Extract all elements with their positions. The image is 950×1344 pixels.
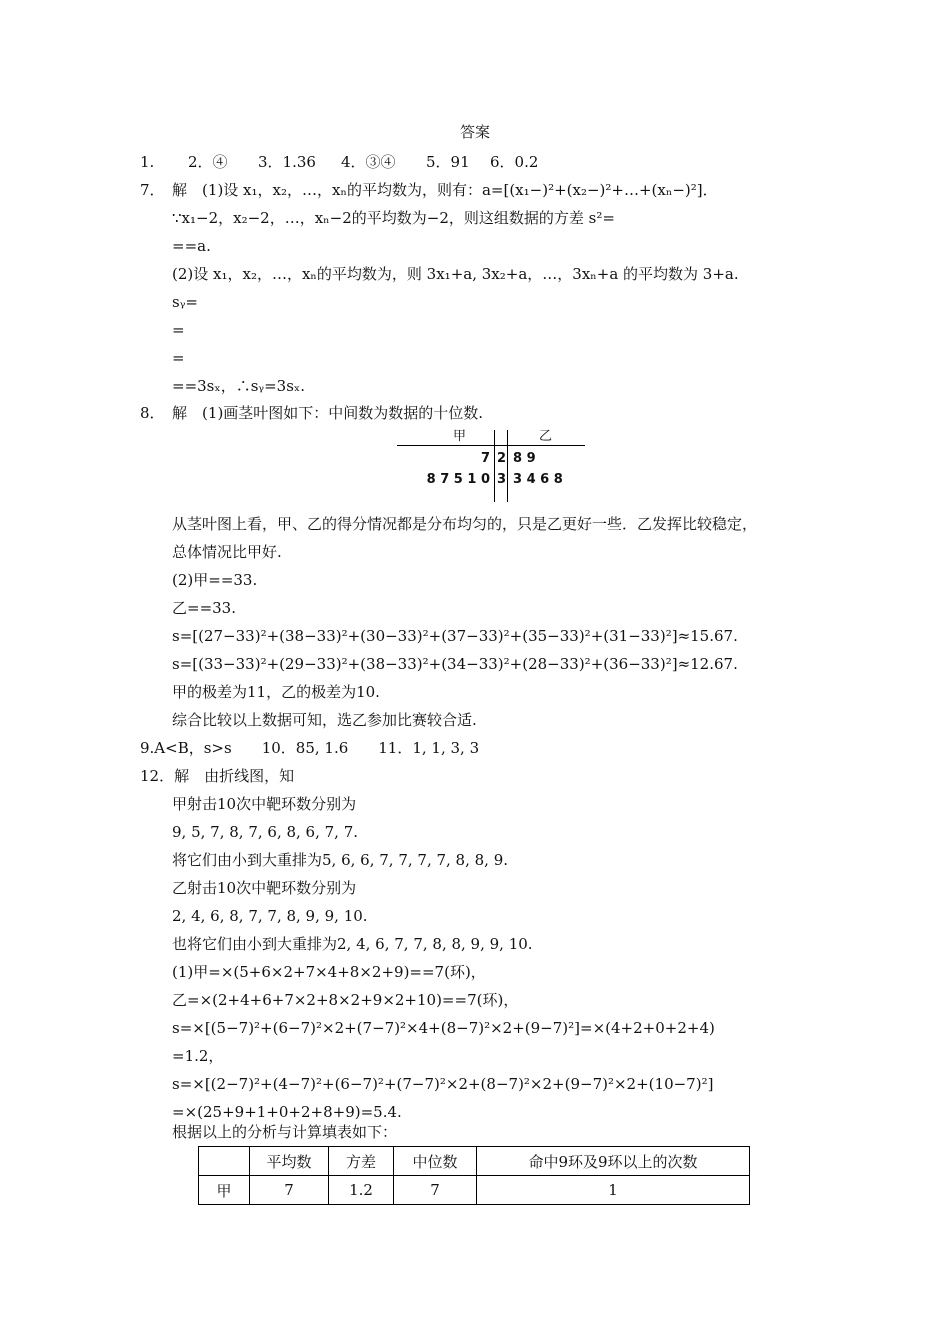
page-title: 答案	[459, 123, 490, 141]
stem-leaf-row1-left: 7	[480, 451, 490, 466]
q12-line-4: 将它们由小到大重排为5, 6, 6, 7, 7, 7, 7, 8, 8, 9.	[172, 851, 509, 869]
q8-line-8: 甲的极差为11，乙的极差为10.	[172, 683, 380, 701]
q8-line-4: (2)甲==33.	[172, 571, 258, 589]
answer-1: 1.	[140, 153, 155, 171]
q8-line-7: s=[(33−33)²+(29−33)²+(38−33)²+(34−33)²+(28−33)²+(36−33)²]≈12.67.	[172, 655, 738, 673]
q7-line-8: ==3sₓ，∴sᵧ=3sₓ.	[172, 377, 306, 395]
q12-line-2: 甲射击10次中靶环数分别为	[172, 795, 357, 813]
q12-line-6: 2, 4, 6, 8, 7, 7, 8, 9, 9, 10.	[172, 907, 368, 925]
q12-line-3: 9, 5, 7, 8, 7, 6, 8, 6, 7, 7.	[172, 823, 359, 841]
stem-leaf-plot	[397, 430, 585, 502]
q7-line-1: 7． 解 (1)设 x₁，x₂，…，xₙ的平均数为，则有：a=[(x₁−)²+(x₂−)²+…+(xₙ−)²]．	[140, 181, 718, 199]
answers-9-11: 9.A<B，s>s 10．85, 1.6 11．1, 1, 3, 3	[140, 739, 480, 757]
table-header-cell: 平均数	[250, 1147, 329, 1176]
answer-5: 5．91	[426, 153, 470, 171]
q8-line-3: 总体情况比甲好.	[172, 543, 282, 561]
q7-line-7: =	[172, 349, 185, 367]
table-header-cell: 中位数	[394, 1147, 477, 1176]
q7-line-5: sᵧ=	[172, 293, 198, 311]
stem-leaf-row2-right: 3 4 6 8	[513, 472, 563, 487]
answer-3: 3．1.36	[258, 153, 316, 171]
table-header-cell: 方差	[329, 1147, 394, 1176]
table-cell: 甲	[199, 1176, 250, 1205]
stem-leaf-left-header: 甲	[453, 429, 467, 444]
q12-line-9: 乙=×(2+4+6+7×2+8×2+9×2+10)==7(环)，	[172, 991, 519, 1009]
stem-leaf-left-rule	[494, 430, 495, 502]
q7-line-2: ∵x₁−2，x₂−2，…，xₙ−2的平均数为−2，则这组数据的方差 s²=	[172, 209, 615, 227]
q8-line-1: 8． 解 (1)画茎叶图如下：中间数为数据的十位数.	[140, 404, 484, 422]
answer-6: 6．0.2	[490, 153, 539, 171]
q12-line-8: (1)甲=×(5+6×2+7×4+8×2+9)==7(环)，	[172, 963, 486, 981]
q12-line-14: 根据以上的分析与计算填表如下：	[172, 1123, 398, 1141]
q12-line-10: s=×[(5−7)²+(6−7)²×2+(7−7)²×4+(8−7)²×2+(9−7)²]=×(4+2+0+2+4)	[172, 1019, 715, 1037]
stem-leaf-row1-stem: 2	[497, 451, 507, 466]
q7-line-4: (2)设 x₁，x₂，…，xₙ的平均数为，则 3x₁+a, 3x₂+a，…，3xₙ+a 的平均数为 3+a.	[172, 265, 739, 283]
stem-leaf-row2-left: 8 7 5 1 0	[426, 472, 490, 487]
table-cell: 7	[250, 1176, 329, 1205]
answer-2: 2．④	[188, 153, 228, 171]
stem-leaf-row1-right: 8 9	[513, 451, 536, 466]
stem-leaf-divider	[397, 445, 585, 446]
q12-line-11: =1.2，	[172, 1047, 224, 1065]
table-header-cell: 命中9环及9环以上的次数	[477, 1147, 750, 1176]
answer-4: 4．③④	[341, 153, 396, 171]
q8-line-9: 综合比较以上数据可知，选乙参加比赛较合适.	[172, 711, 477, 729]
table-header-cell	[199, 1147, 250, 1176]
q8-line-2: 从茎叶图上看，甲、乙的得分情况都是分布均匀的，只是乙更好一些．乙发挥比较稳定，	[172, 515, 758, 533]
q12-line-1: 12．解 由折线图，知	[140, 767, 295, 785]
q12-line-7: 也将它们由小到大重排为2, 4, 6, 7, 7, 8, 8, 9, 9, 10.	[172, 935, 533, 953]
table-cell: 1	[477, 1176, 750, 1205]
table-cell: 7	[394, 1176, 477, 1205]
results-table	[198, 1146, 750, 1205]
q12-line-5: 乙射击10次中靶环数分别为	[172, 879, 357, 897]
stem-leaf-right-header: 乙	[539, 429, 553, 444]
stem-leaf-row2-stem: 3	[497, 472, 507, 487]
table-header-row	[199, 1147, 750, 1176]
q12-line-13: =×(25+9+1+0+2+8+9)=5.4.	[172, 1103, 402, 1121]
table-row	[199, 1176, 750, 1205]
q7-line-3: ==a.	[172, 237, 211, 255]
q8-line-6: s=[(27−33)²+(38−33)²+(30−33)²+(37−33)²+(35−33)²+(31−33)²]≈15.67.	[172, 627, 738, 645]
stem-leaf-right-rule	[507, 430, 508, 502]
q7-line-6: =	[172, 321, 185, 339]
table-cell: 1.2	[329, 1176, 394, 1205]
q12-line-12: s=×[(2−7)²+(4−7)²+(6−7)²+(7−7)²×2+(8−7)²×2+(9−7)²×2+(10−7)²]	[172, 1075, 714, 1093]
q8-line-5: 乙==33.	[172, 599, 236, 617]
